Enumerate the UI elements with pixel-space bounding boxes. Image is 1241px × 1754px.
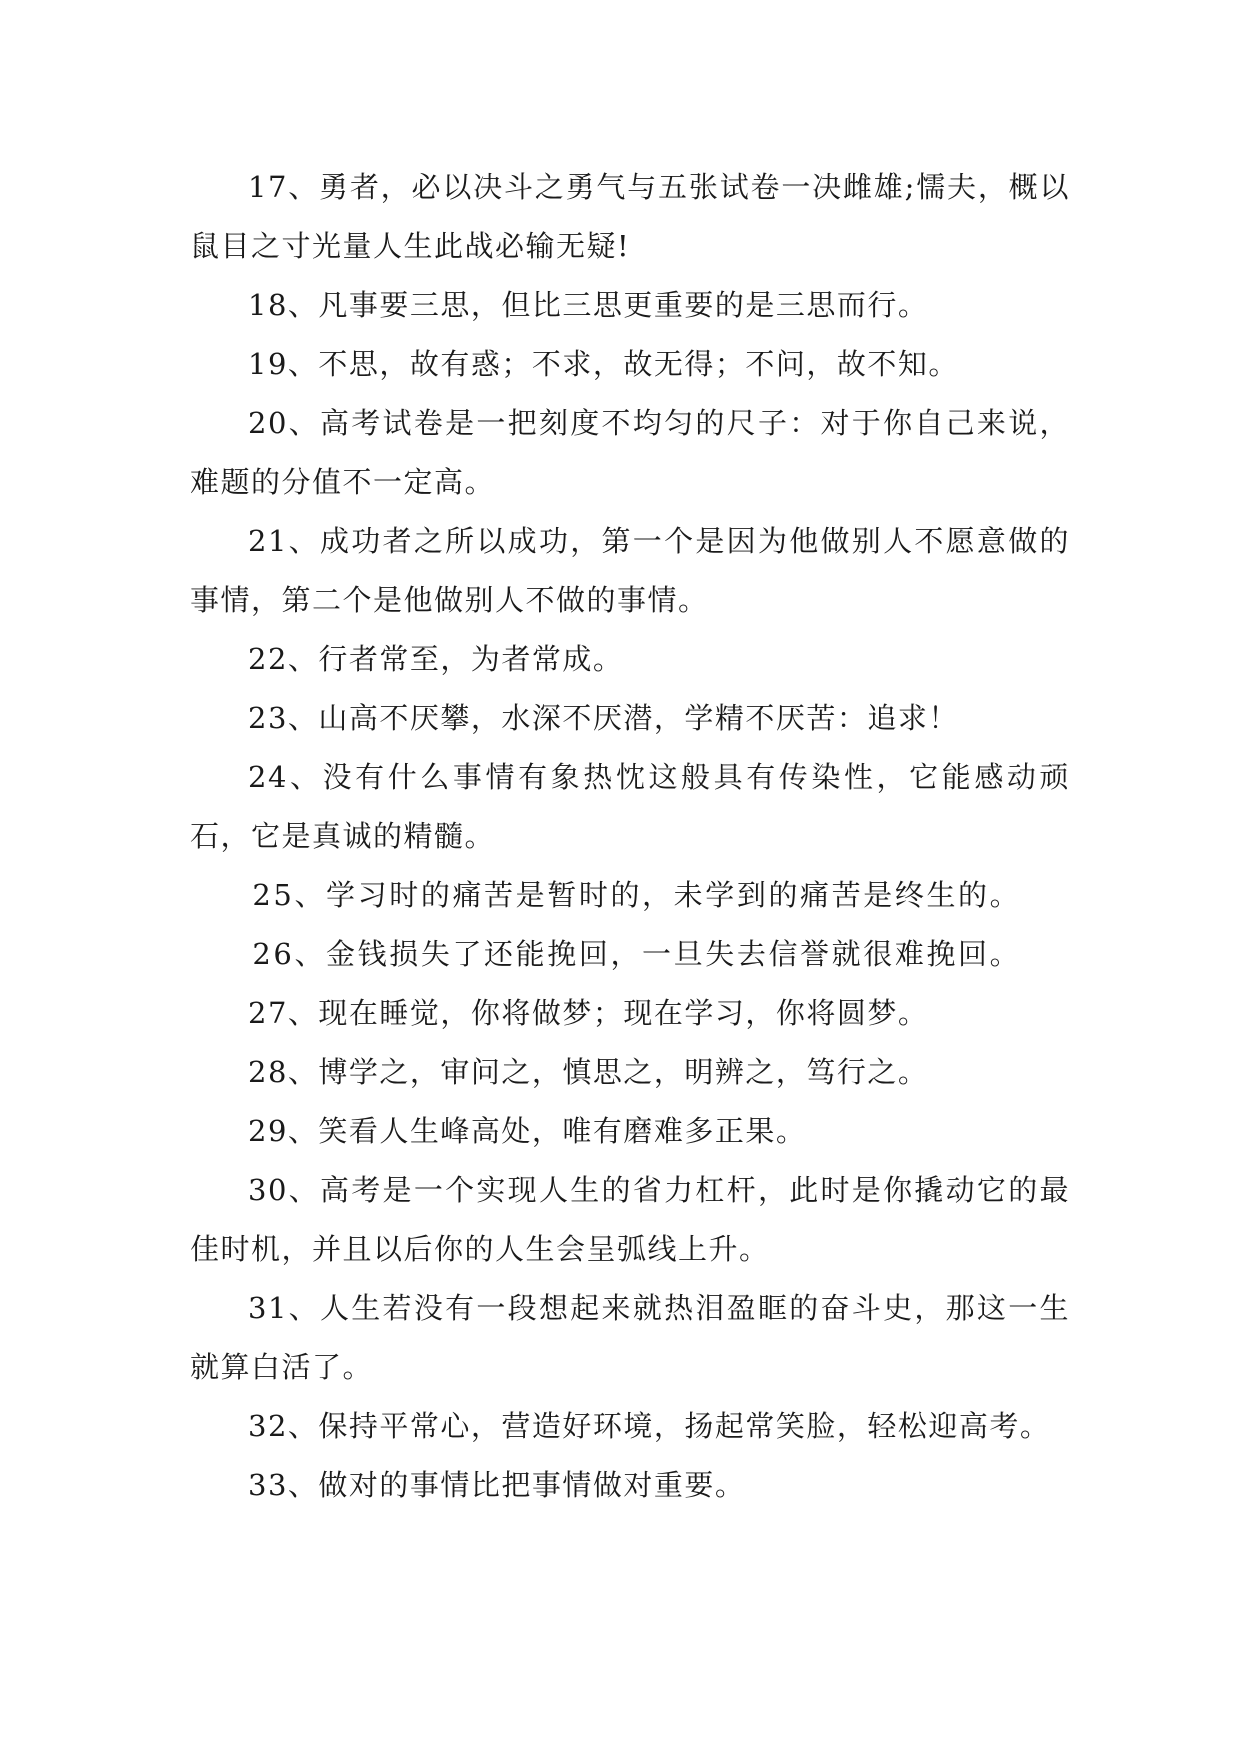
paragraph-25: 25、学习时的痛苦是暂时的，未学到的痛苦是终生的。	[252, 878, 1022, 912]
paragraph-26: 26、金钱损失了还能挽回，一旦失去信誉就很难挽回。	[252, 937, 1022, 971]
paragraph-28: 28、博学之，审问之，慎思之，明辨之，笃行之。	[248, 1055, 929, 1089]
text-body	[190, 158, 1070, 1515]
paragraph-27: 27、现在睡觉，你将做梦；现在学习，你将圆梦。	[248, 996, 929, 1030]
paragraph-23: 23、山高不厌攀，水深不厌潜，学精不厌苦：追求！	[248, 701, 959, 735]
paragraph-20: 20、高考试卷是一把刻度不均匀的尺子：对于你自己来说，难题的分值不一定高。	[190, 406, 1070, 499]
paragraph-18: 18、凡事要三思，但比三思更重要的是三思而行。	[248, 288, 929, 322]
paragraph-31: 31、人生若没有一段想起来就热泪盈眶的奋斗史，那这一生就算白活了。	[190, 1291, 1070, 1384]
paragraph-22: 22、行者常至，为者常成。	[248, 642, 624, 676]
paragraph-19: 19、不思，故有惑；不求，故无得；不问，故不知。	[248, 347, 959, 381]
paragraph-21: 21、成功者之所以成功，第一个是因为他做别人不愿意做的事情，第二个是他做别人不做的事情。	[190, 524, 1070, 617]
paragraph-24: 24、没有什么事情有象热忱这般具有传染性，它能感动顽石，它是真诚的精髓。	[190, 760, 1070, 853]
paragraph-29: 29、笑看人生峰高处，唯有磨难多正果。	[248, 1114, 807, 1148]
paragraph-17: 17、勇者，必以决斗之勇气与五张试卷一决雌雄;懦夫，概以鼠目之寸光量人生此战必输无疑!	[190, 170, 1070, 263]
paragraph-30: 30、高考是一个实现人生的省力杠杆，此时是你撬动它的最佳时机，并且以后你的人生会呈弧线上升。	[190, 1173, 1070, 1266]
paragraph-32: 32、保持平常心，营造好环境，扬起常笑脸，轻松迎高考。	[248, 1409, 1051, 1443]
paragraph-33: 33、做对的事情比把事情做对重要。	[248, 1468, 746, 1502]
